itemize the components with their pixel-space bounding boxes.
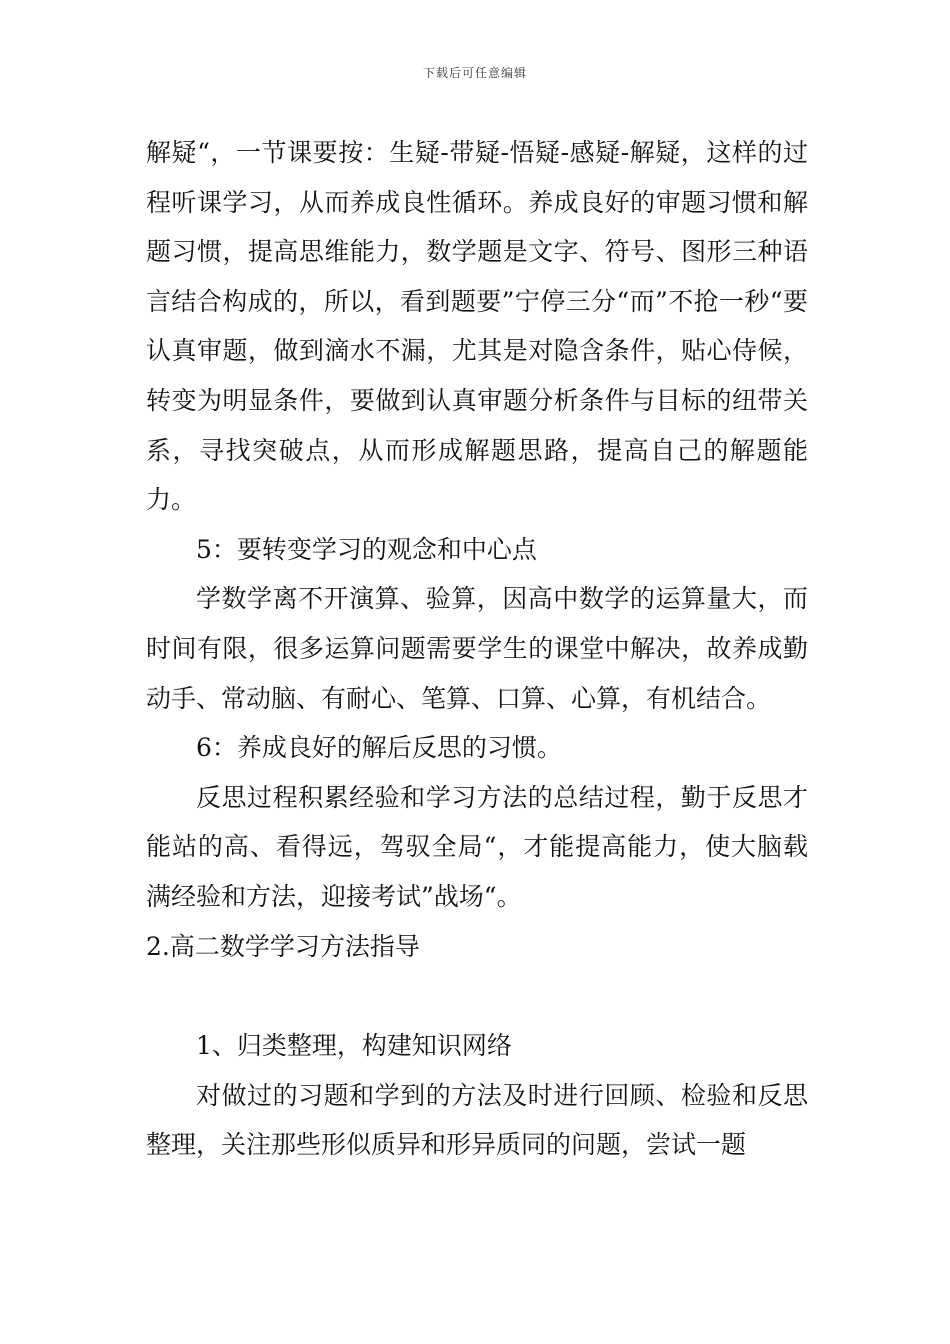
subsection-1-body: 对做过的习题和学到的方法及时进行回顾、检验和反思整理，关注那些形似质异和形异质同的问题，尝试一题 [146, 1080, 808, 1160]
section-2-title: 2.高二数学学习方法指导 [146, 931, 420, 961]
point-5-heading: 5：要转变学习的观念和中心点 [196, 534, 537, 564]
document-body [146, 128, 808, 1170]
point-5-body: 学数学离不开演算、验算，因高中数学的运算量大，而时间有限，很多运算问题需要学生的课堂中解决，故养成勤动手、常动脑、有耐心、笔算、口算、心算，有机结合。 [146, 584, 808, 713]
section-spacer [146, 971, 808, 1021]
paragraph-continuation: 解疑“，一节课要按：生疑-带疑-悟疑-感疑-解疑，这样的过程听课学习，从而养成良性循环。养成良好的审题习惯和解题习惯，提高思维能力，数学题是文字、符号、图形三种语言结合构成的，所以，看到题要”宁停三分“而”不抢一秒“要认真审题，做到滴水不漏，尤其是对隐含条件，贴心侍候，转变为明显条件，要做到认真审题分析条件与目标的纽带关系，寻找突破点，从而形成解题思路，提高自己的解题能力。 [146, 138, 808, 515]
page-header-note: 下载后可任意编辑 [422, 66, 527, 80]
point-6-heading: 6：养成良好的解后反思的习惯。 [196, 733, 562, 763]
point-6-body: 反思过程积累经验和学习方法的总结过程，勤于反思才能站的高、看得远，驾驭全局“，才能提高能力，使大脑载满经验和方法，迎接考试”战场“。 [146, 782, 808, 911]
subsection-1-heading: 1、归类整理，构建知识网络 [196, 1031, 512, 1061]
